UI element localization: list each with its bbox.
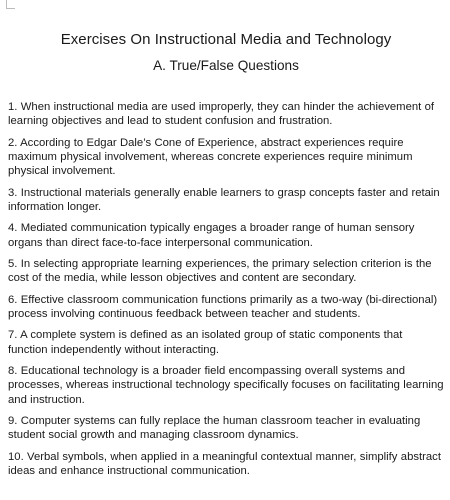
question-item: 10. Verbal symbols, when applied in a meaningful contextual manner, simplify abstract ideas and enhance instructional communication.	[8, 450, 441, 477]
question-item: 7. A complete system is defined as an isolated group of static components that function independently without interacting.	[8, 329, 403, 356]
page-corner-mark	[6, 0, 15, 9]
question-item: 8. Educational technology is a broader field encompassing overall systems and processes, whereas instructional technology specifically focuses on facilitating learning and instruction.	[8, 365, 444, 406]
question-item: 6. Effective classroom communication functions primarily as a two-way (bi-directional) process involving continuous feedback between teacher and students.	[8, 293, 438, 320]
question-list	[8, 100, 444, 478]
question-item: 5. In selecting appropriate learning experiences, the primary selection criterion is the cost of the media, while lesson objectives and content are secondary.	[8, 258, 432, 285]
document-title: Exercises On Instructional Media and Technology	[60, 31, 392, 48]
question-item: 3. Instructional materials generally enable learners to grasp concepts faster and retain information longer.	[8, 186, 440, 213]
question-item: 2. According to Edgar Dale’s Cone of Experience, abstract experiences require maximum physical involvement, whereas concrete experiences require minimum physical involvement.	[8, 136, 413, 178]
section-heading: A. True/False Questions	[153, 58, 299, 73]
question-item: 9. Computer systems can fully replace the human classroom teacher in evaluating student social growth and managing classroom dynamics.	[8, 415, 421, 442]
question-item: 4. Mediated communication typically engages a broader range of human sensory organs than direct face-to-face interpersonal communication.	[8, 222, 415, 249]
question-item: 1. When instructional media are used improperly, they can hinder the achievement of learning objectives and lead to student confusion and frustration.	[8, 101, 435, 128]
